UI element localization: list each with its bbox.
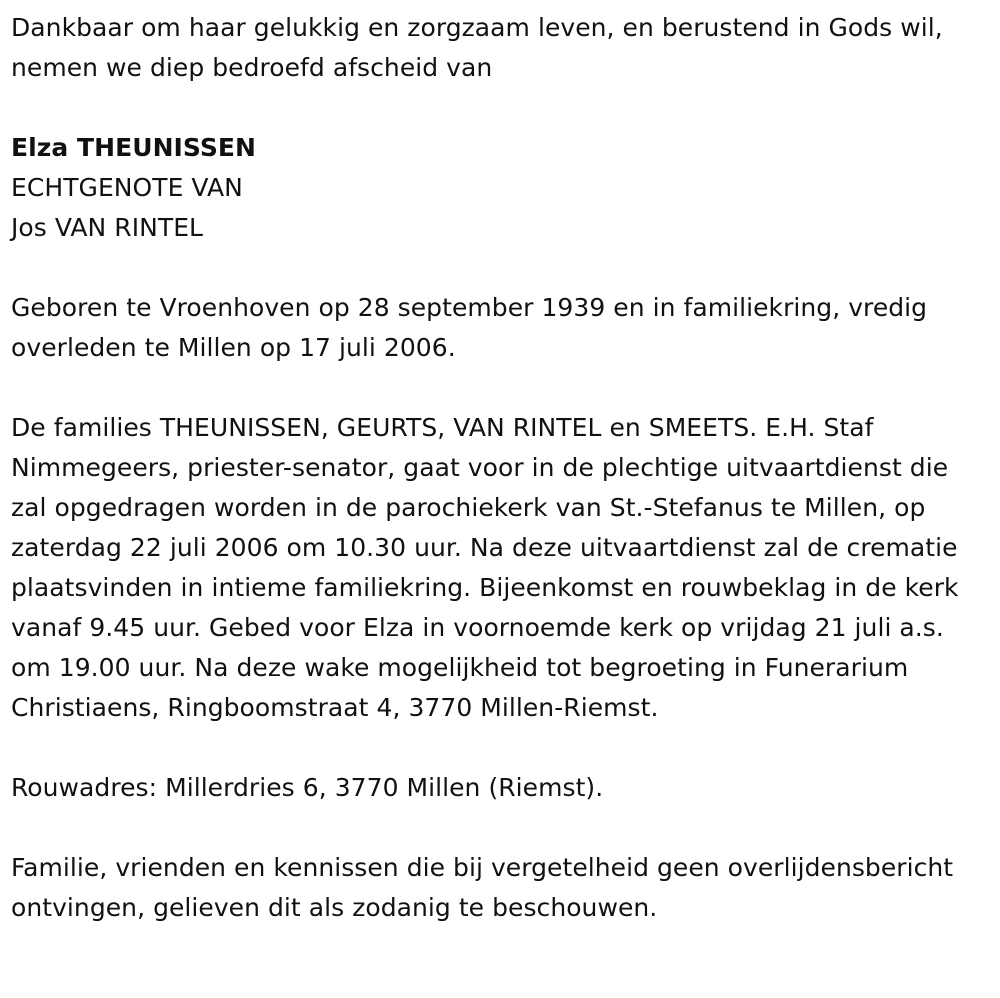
funeral-details-paragraph: De families THEUNISSEN, GEURTS, VAN RINTEL en SMEETS. E.H. Staf Nimmegeers, priester-senator, gaat voor in de plechtige uitvaartdienst die zal opgedragen worden in de parochiekerk van St.-Stefanus te Millen, op zaterdag 22 juli 2006 om 10.30 uur. Na deze uitvaartdienst zal de crematie plaatsvinden in intieme familiekring. Bijeenkomst en rouwbeklag in de kerk vanaf 9.45 uur. Gebed voor Elza in voornoemde kerk op vrijdag 21 juli a.s. om 19.00 uur. Na deze wake mogelijkheid tot begroeting in Funerarium Christiaens, Ringboomstraat 4, 3770 Millen-Riemst.	[11, 413, 959, 722]
relation-label: ECHTGENOTE VAN	[11, 173, 243, 202]
intro-paragraph: Dankbaar om haar gelukkig en zorgzaam leven, en berustend in Gods wil, nemen we diep bedroefd afscheid van	[11, 13, 943, 82]
mourning-address: Rouwadres: Millerdries 6, 3770 Millen (Riemst).	[11, 773, 604, 802]
birth-death-paragraph: Geboren te Vroenhoven op 28 september 1939 en in familiekring, vredig overleden te Millen op 17 juli 2006.	[11, 293, 928, 362]
deceased-name: Elza THEUNISSEN	[11, 133, 256, 162]
closing-paragraph: Familie, vrienden en kennissen die bij vergetelheid geen overlijdensbericht ontvingen, gelieven dit als zodanig te beschouwen.	[11, 853, 954, 922]
spouse-name: Jos VAN RINTEL	[11, 213, 204, 242]
